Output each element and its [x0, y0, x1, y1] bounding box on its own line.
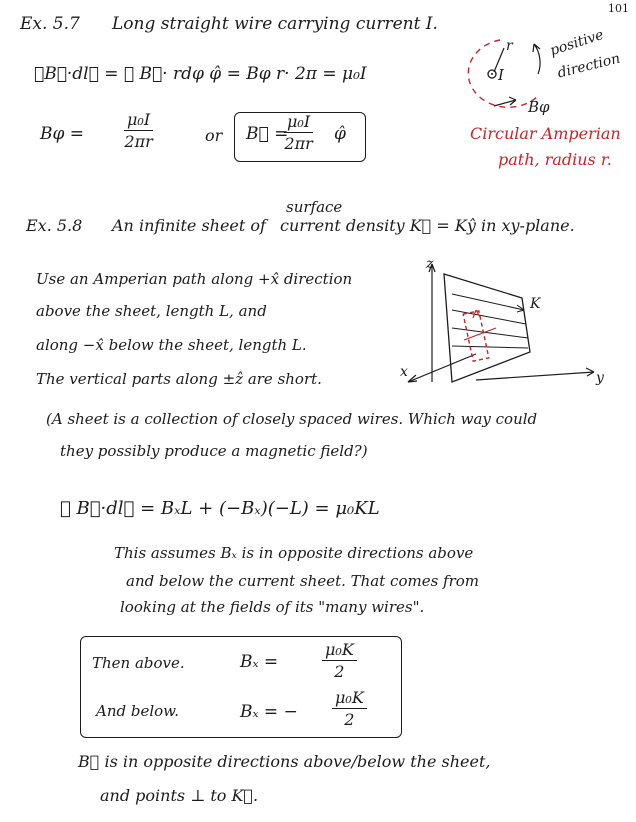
para3-line-3: looking at the fields of its "many wires".	[120, 598, 425, 616]
conclusion-line-2: and points ⊥ to K⃗.	[100, 786, 259, 805]
fig-r-label: r	[506, 38, 513, 54]
result-below-label: And below.	[96, 702, 179, 720]
para1-line-3: along −x̂ below the sheet, length L.	[36, 336, 307, 354]
caption-line-2: path, radius r.	[498, 150, 612, 169]
fraction-numerator: μ₀K	[332, 688, 367, 709]
caption-line-1: Circular Amperian	[470, 124, 621, 143]
fraction-numerator: μ₀I	[124, 110, 153, 131]
ex57-fraction-2	[284, 112, 313, 153]
para1-line-4: The vertical parts along ±ẑ are short.	[36, 370, 322, 388]
fig-positive-label: positive	[548, 26, 606, 60]
para1-line-2: above the sheet, length L, and	[36, 302, 267, 320]
or-text: or	[205, 126, 223, 145]
ex57-label: Ex. 5.7	[20, 14, 80, 34]
positive-direction-arrow-icon	[533, 44, 540, 74]
ex57-phi-hat: φ̂	[334, 124, 346, 144]
fraction-denominator: 2πr	[124, 132, 153, 151]
result-below-fraction	[332, 688, 367, 729]
fig-x-label: x	[400, 364, 408, 380]
para1-line-1: Use an Amperian path along +x̂ direction	[36, 270, 353, 288]
fig-y-label: y	[596, 370, 604, 386]
fraction-denominator: 2	[344, 710, 355, 729]
fraction-denominator: 2πr	[284, 134, 313, 153]
fig-z-label: z	[426, 256, 434, 272]
ex58-title-post: current density K⃗ = Kŷ in xy-plane.	[280, 216, 575, 235]
fig-direction-label: direction	[556, 50, 622, 82]
ex57-title: Long straight wire carrying current I.	[112, 14, 438, 34]
ex57-fraction-1	[124, 110, 153, 151]
result-above-lhs: Bₓ =	[240, 652, 279, 672]
ex58-ampere-equation: ∮ B⃗·dl⃗ = BₓL + (−Bₓ)(−L) = μ₀KL	[60, 498, 380, 519]
bphi-arrow-icon	[494, 97, 516, 106]
result-above-fraction	[322, 640, 357, 681]
para2-line-1: (A sheet is a collection of closely spaced wires. Which way could	[46, 410, 538, 428]
ex58-label: Ex. 5.8	[26, 216, 83, 235]
para3-line-2: and below the current sheet. That comes from	[126, 572, 480, 590]
fraction-denominator: 2	[334, 662, 345, 681]
page-number: 101	[608, 2, 629, 15]
para3-line-1: This assumes Bₓ is in opposite directions above	[114, 544, 474, 562]
ex57-ampere-equation: ∮B⃗·dl⃗ = ∮ B⃗· rdφ φ̂ = Bφ r· 2π = μ₀I	[34, 64, 367, 84]
result-above-label: Then above.	[92, 654, 185, 672]
sheet-figure	[398, 254, 598, 414]
current-sheet	[444, 274, 530, 382]
ex57-bphi-lhs: Bφ =	[40, 124, 85, 144]
y-axis	[476, 372, 594, 380]
para2-line-2: they possibly produce a magnetic field?)	[60, 442, 368, 460]
fig-bphi-label: Bφ	[528, 98, 550, 116]
fraction-numerator: μ₀K	[322, 640, 357, 661]
ex58-title-pre: An infinite sheet of	[112, 216, 266, 235]
result-below-lhs: Bₓ = −	[240, 702, 298, 722]
fraction-numerator: μ₀I	[284, 112, 313, 133]
ex57-box-lhs: B⃗ =	[246, 124, 289, 144]
conclusion-line-1: B⃗ is in opposite directions above/below the sheet,	[78, 752, 491, 771]
ex58-surface-word: surface	[286, 198, 343, 216]
fig-k-label: K	[530, 296, 541, 312]
fig-I-label: I	[498, 66, 504, 84]
x-axis	[408, 354, 476, 382]
